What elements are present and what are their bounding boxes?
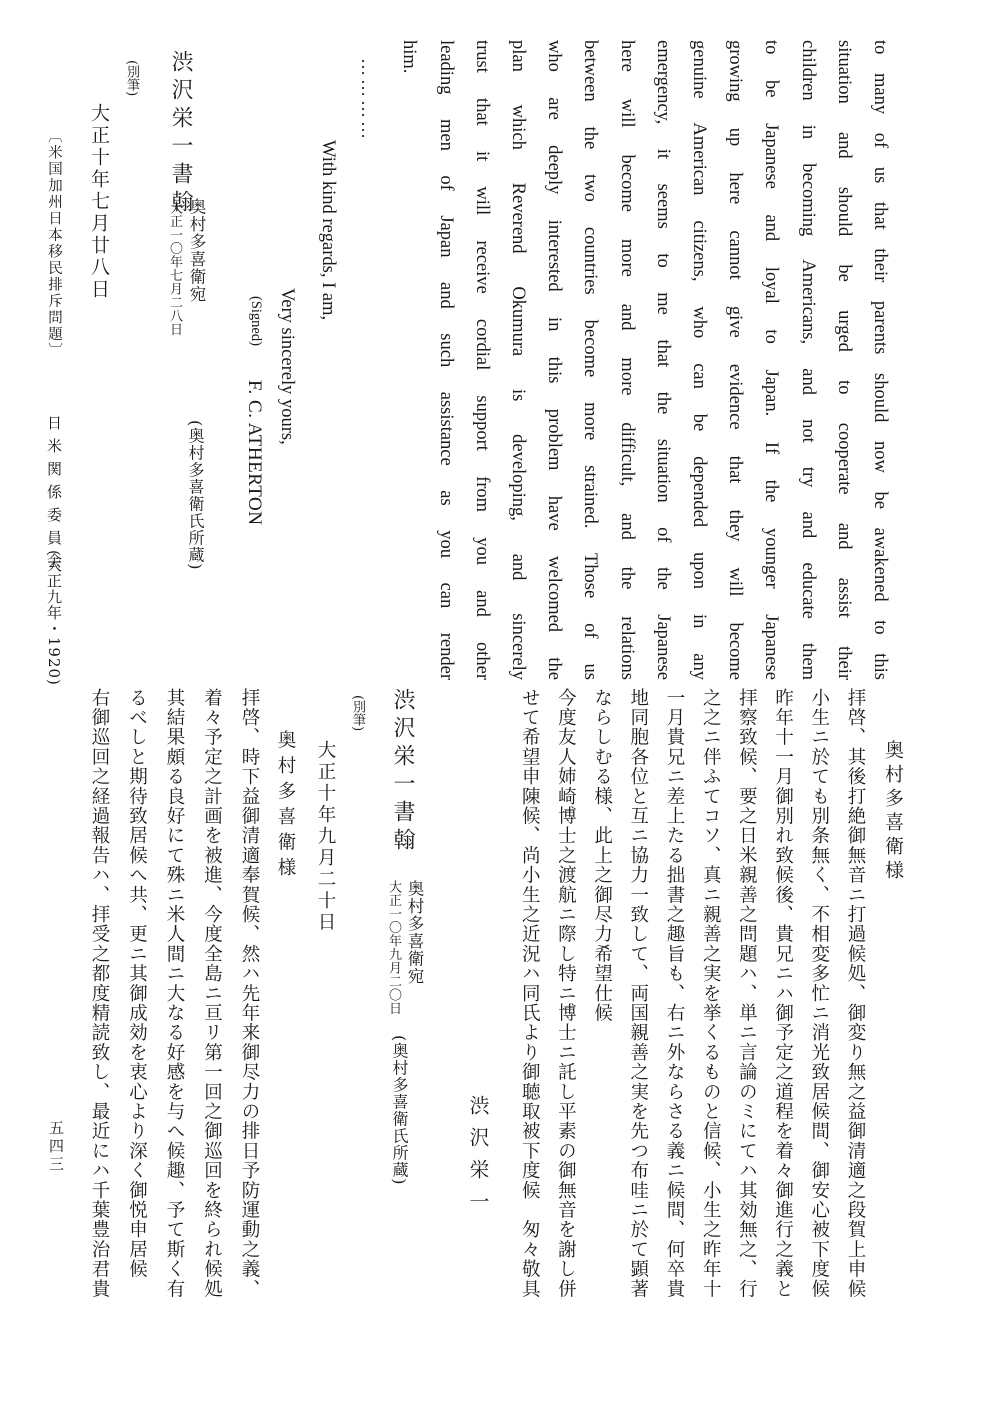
body-column: 着々予定之計画を被進、今度全島ニ亘リ第一回之御巡回を終られ候処 [201, 688, 223, 1299]
running-head-org: 日米関係委員会 [45, 415, 63, 576]
body-column: 拝啓、其後打絶御無音ニ打過候処、御変り無之益御清適之段賀上申候 [845, 688, 866, 1299]
english-letter-line: him. [399, 40, 420, 74]
english-letter-line: genuine American citizens, who can be depended upon in any [689, 40, 709, 680]
english-letter-line: plan which Reverend Okumura is developing, and sincerely [508, 40, 528, 680]
english-letter-line: children in becoming Americans, and not try and educate them [797, 40, 818, 680]
signer-name: F. C. ATHERTON [244, 380, 265, 526]
body-column: ならしむる様、此上之御尽力希望仕候 [591, 688, 613, 1023]
body-column: 拝啓、時下益御清適奉賀候、然ハ先年来御尽力の排日予防運動之義、 [239, 688, 260, 1299]
body-column: 之之ニ伴ふてコソ、真ニ親善之実を挙くるものと信候、小生之昨年十 [700, 688, 722, 1299]
english-letter-line: growing up here cannot give evidence that they will become [725, 40, 746, 680]
body-column: 拝察致候、要之日米親善之問題ハ、単ニ言論のミにてハ其効無之、行 [736, 688, 758, 1299]
letter-date-main-1: 大正十年七月廿八日 [88, 103, 110, 301]
body-column: 一月貴兄ニ差上たる拙書之趣旨も、右ニ外ならさる義ニ候間、何卒貴 [664, 688, 685, 1299]
english-letter-line: between the two countries become more strained. Those of us [580, 40, 601, 680]
english-letter-line: here will become more and more difficult, and the relations [616, 40, 637, 680]
body-column: 其結果頗る良好にて殊ニ米人間ニ大なる好感を与へ候趣、予て斯く有 [164, 688, 185, 1299]
letter-date-main-2: 大正十年九月二十日 [315, 740, 336, 934]
body-column: 地同胞各位と互ニ協力一致して、両国親善之実を先つ布哇ニ於て顕著 [627, 688, 649, 1299]
letter-title-1: 渋沢栄一書翰 [168, 50, 193, 218]
letter4-addressee: 奥村多喜衛様 [275, 730, 296, 883]
body-column: 昨年十一月御別れ致候後、貴兄ニハ御予定之道程を着々御進行之義と [772, 688, 794, 1299]
letter-date-small-2: 大正一〇年九月二〇日 [386, 880, 401, 1015]
letter-title-2: 渋沢栄一書翰 [390, 688, 415, 856]
english-letter-text [380, 40, 900, 680]
annotation-note-1: (別筆) [124, 60, 139, 97]
english-letter-line: who are deeply interested in this problem have welcomed the [544, 40, 565, 680]
provenance-note-1: (奥村多喜衛氏所蔵) [186, 420, 205, 571]
annotation-note-2: (別筆) [350, 695, 365, 732]
ellipsis-dots: ………… [358, 58, 378, 142]
english-letter-line: situation and should be urged to cooperate and assist their [833, 40, 854, 680]
body-column: 小生ニ於ても別条無く、不相変多忙ニ消光致居候間、御安心被下度候 [808, 688, 830, 1299]
letter-addressee-small-2: 奥村多喜衛宛 [405, 880, 424, 985]
closing-line-2: Very sincerely yours, [277, 288, 297, 445]
running-head-year: (大正九年・1920) [45, 550, 63, 686]
page-number: 五四三 [47, 1120, 65, 1174]
body-column: 右御巡回之経過報告ハ、拝受之都度精読致し、最近にハ千葉豊治君貴 [89, 688, 110, 1299]
body-column: せて希望申陳候、尚小生之近況ハ同氏より御聴取被下度候 匆々敬具 [519, 688, 541, 1299]
english-letter-line: emergency, it seems to me that the situation of the Japanese [652, 40, 673, 680]
signed-label: (Signed) [248, 296, 264, 346]
letter-addressee-1: 奥村多喜衛宛 [187, 198, 206, 303]
letter3-signature: 渋沢栄一 [466, 1095, 490, 1223]
running-head-topic: 〔米国加州日本移民排斥問題〕 [46, 128, 62, 359]
english-letter-line: leading men of Japan and such assistance as you can render [435, 40, 456, 680]
english-letter-block [380, 40, 900, 680]
body-column: るべしと期待致居候へ共、更ニ其御成効を衷心より深く御悦申居候 [126, 688, 148, 1279]
body-column: 今度友人姉崎博士之渡航ニ際し特ニ博士ニ託し平素の御無音を謝し併 [555, 688, 577, 1299]
provenance-note-2: (奥村多喜衛氏所蔵) [390, 1035, 409, 1186]
english-letter-line: trust that it will receive cordial support from you and other [471, 40, 492, 680]
english-letter-line: to many of us that their parents should now be awakened to this [870, 40, 890, 680]
letter-date-small-1: 大正一〇年七月二八日 [167, 201, 182, 336]
closing-line: With kind regards, I am, [318, 140, 338, 321]
english-letter-line: to be Japanese and loyal to Japan. If the younger Japanese [761, 40, 782, 680]
letter3-addressee: 奥村多喜衛様 [882, 740, 904, 884]
